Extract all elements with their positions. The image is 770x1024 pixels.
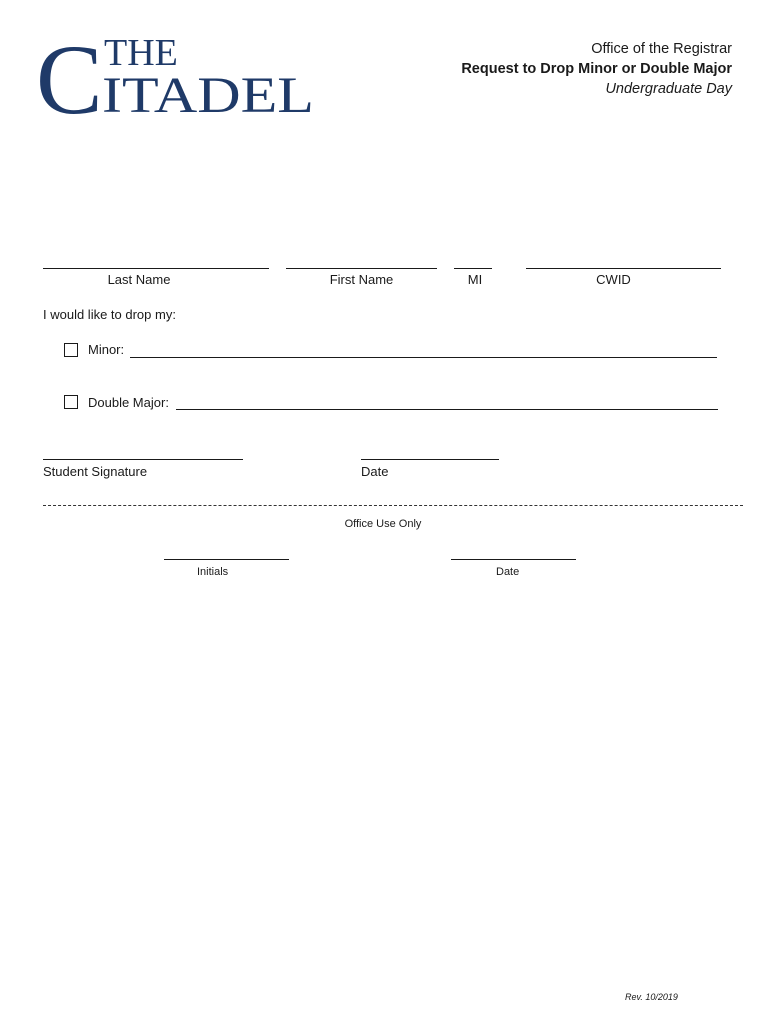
- signature-date-line[interactable]: [361, 459, 499, 460]
- double-major-label: Double Major:: [88, 395, 169, 410]
- form-title: Request to Drop Minor or Double Major: [461, 61, 732, 77]
- logo-word-itadel: ITADEL: [102, 68, 314, 120]
- citadel-logo: [36, 30, 318, 120]
- first-name-label: First Name: [329, 272, 394, 287]
- mi-line[interactable]: [454, 268, 492, 269]
- minor-checkbox[interactable]: [64, 343, 78, 357]
- drop-prompt: I would like to drop my:: [43, 307, 176, 322]
- student-signature-label: Student Signature: [43, 464, 148, 479]
- initials-line[interactable]: [164, 559, 289, 560]
- signature-date-label: Date: [361, 464, 389, 479]
- office-use-divider: [43, 505, 743, 506]
- initials-label: Initials: [197, 566, 229, 578]
- double-major-line[interactable]: [176, 409, 718, 410]
- office-date-label: Date: [496, 566, 520, 578]
- last-name-label: Last Name: [107, 272, 171, 287]
- office-use-heading: Office Use Only: [344, 518, 422, 530]
- logo-letter-c: C: [36, 30, 103, 120]
- first-name-line[interactable]: [286, 268, 437, 269]
- logo-graphic: [36, 30, 318, 120]
- mi-label: MI: [467, 272, 483, 287]
- double-major-checkbox[interactable]: [64, 395, 78, 409]
- revision-label: Rev. 10/2019: [625, 992, 678, 1002]
- minor-label: Minor:: [88, 342, 125, 357]
- minor-line[interactable]: [130, 357, 717, 358]
- cwid-label: CWID: [596, 272, 631, 287]
- last-name-line[interactable]: [43, 268, 269, 269]
- office-date-line[interactable]: [451, 559, 576, 560]
- office-name: Office of the Registrar: [591, 41, 732, 57]
- cwid-line[interactable]: [526, 268, 721, 269]
- logo-word-the: THE: [104, 32, 178, 74]
- form-subtitle: Undergraduate Day: [605, 81, 732, 97]
- student-signature-line[interactable]: [43, 459, 243, 460]
